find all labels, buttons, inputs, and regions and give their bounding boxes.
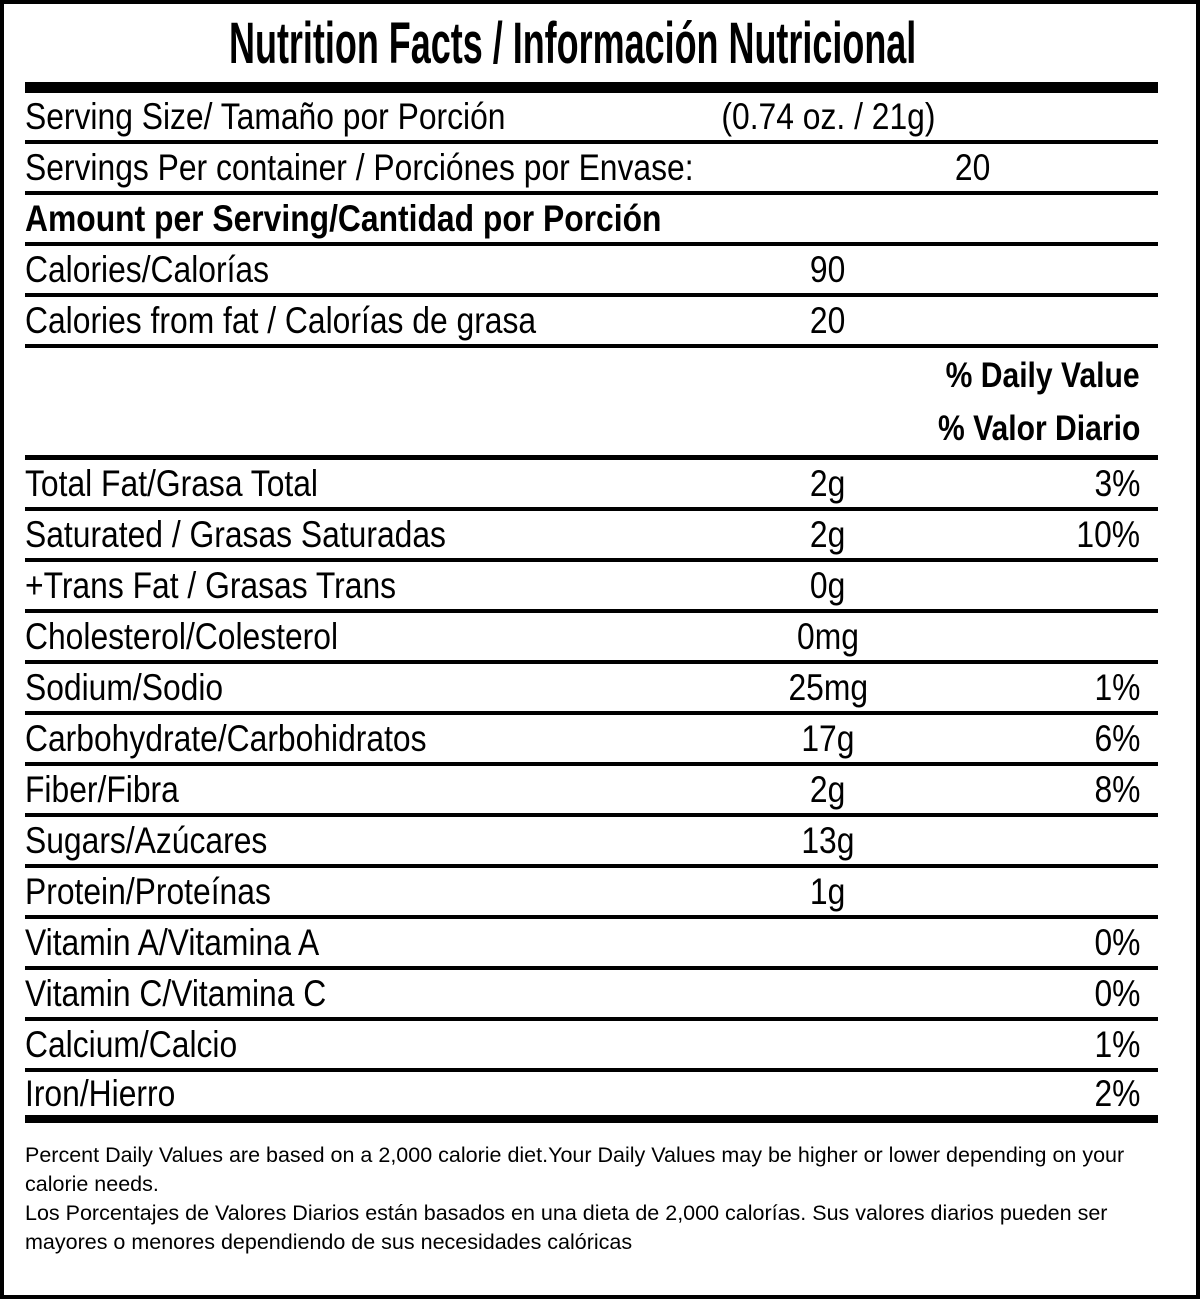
nutrient-percent: 2% xyxy=(1094,1072,1140,1114)
calories-label: Calories/Calorías xyxy=(25,248,270,290)
calories-row xyxy=(25,246,1158,297)
nutrient-label: Vitamin C/Vitamina C xyxy=(25,972,327,1014)
serving-size-label: Serving Size/ Tamaño por Porción xyxy=(25,95,506,137)
footnote-english: Percent Daily Values are based on a 2,000 calorie diet.Your Daily Values may be higher or lower depending on your calorie needs. xyxy=(25,1143,1125,1196)
nutrient-row-sugars xyxy=(25,817,1158,868)
servings-per-container-row xyxy=(25,144,1158,195)
nutrient-row-carbohydrate xyxy=(25,715,1158,766)
nutrient-label: Iron/Hierro xyxy=(25,1072,176,1114)
serving-size-value: (0.74 oz. / 21g) xyxy=(720,95,936,137)
serving-size-value-cell xyxy=(658,96,998,138)
nutrient-row-vitamin-c xyxy=(25,970,1158,1021)
serving-size-row xyxy=(25,93,1158,144)
nutrient-row-fiber xyxy=(25,766,1158,817)
daily-value-header-es-row xyxy=(25,403,1158,460)
label-title-row xyxy=(25,4,1158,82)
nutrient-row-trans-fat xyxy=(25,562,1158,613)
nutrient-row-sodium xyxy=(25,664,1158,715)
nutrient-label: Sugars/Azúcares xyxy=(25,819,268,861)
serving-size-label-cell xyxy=(25,96,658,138)
label-title: Nutrition Facts / Información Nutricional xyxy=(229,10,917,76)
nutrient-label: Protein/Proteínas xyxy=(25,870,271,912)
nutrient-label: Vitamin A/Vitamina A xyxy=(25,921,320,963)
nutrient-label: Carbohydrate/Carbohidratos xyxy=(25,717,427,759)
nutrient-row-calcium xyxy=(25,1021,1158,1072)
nutrient-amount: 2g xyxy=(810,462,846,504)
nutrient-percent: 1% xyxy=(1094,666,1140,708)
servings-per-container-value: 20 xyxy=(954,146,991,188)
daily-value-header-es: % Valor Diario xyxy=(937,409,1140,448)
nutrient-percent: 8% xyxy=(1094,768,1140,810)
calories-from-fat-label: Calories from fat / Calorías de grasa xyxy=(25,299,537,341)
nutrient-row-vitamin-a xyxy=(25,919,1158,970)
footnote-spanish: Los Porcentajes de Valores Diarios están basados en una dieta de 2,000 calorías. Sus valores diarios pueden ser mayores o menores dependiendo de sus necesidades calóricas xyxy=(25,1201,1108,1254)
nutrient-label: Sodium/Sodio xyxy=(25,666,224,708)
amount-per-serving-header: Amount per Serving/Cantidad por Porción xyxy=(25,197,662,239)
nutrient-row-protein xyxy=(25,868,1158,919)
footnote-section xyxy=(25,1123,1158,1257)
nutrient-percent: 3% xyxy=(1094,462,1140,504)
nutrient-label: +Trans Fat / Grasas Trans xyxy=(25,564,397,606)
nutrient-label: Fiber/Fibra xyxy=(25,768,179,810)
nutrient-amount: 0g xyxy=(810,564,846,606)
nutrient-row-iron xyxy=(25,1072,1158,1123)
servings-per-container-label: Servings Per container / Porciónes por Envase: xyxy=(25,146,694,188)
nutrient-amount: 17g xyxy=(801,717,855,759)
nutrient-label: Saturated / Grasas Saturadas xyxy=(25,513,446,555)
calories-value: 90 xyxy=(810,248,846,290)
nutrient-amount: 0mg xyxy=(797,615,859,657)
nutrient-label: Cholesterol/Colesterol xyxy=(25,615,339,657)
nutrient-amount: 1g xyxy=(810,870,846,912)
calories-from-fat-value: 20 xyxy=(810,299,846,341)
nutrient-label: Total Fat/Grasa Total xyxy=(25,462,319,504)
nutrient-amount: 2g xyxy=(810,768,846,810)
daily-value-header-en-row xyxy=(25,348,1158,403)
nutrient-row-total-fat xyxy=(25,460,1158,511)
daily-value-header-en: % Daily Value xyxy=(945,355,1140,395)
nutrient-amount: 25mg xyxy=(788,666,868,708)
nutrient-amount: 13g xyxy=(801,819,855,861)
nutrient-percent: 0% xyxy=(1094,921,1140,963)
nutrient-percent: 10% xyxy=(1076,513,1140,555)
amount-per-serving-header-row xyxy=(25,195,1158,246)
nutrient-percent: 0% xyxy=(1094,972,1140,1014)
title-divider-bar xyxy=(25,82,1158,93)
nutrient-row-saturated-fat xyxy=(25,511,1158,562)
nutrient-label: Calcium/Calcio xyxy=(25,1023,238,1065)
calories-from-fat-row xyxy=(25,297,1158,348)
nutrient-amount: 2g xyxy=(810,513,846,555)
nutrient-percent: 6% xyxy=(1094,717,1140,759)
nutrient-row-cholesterol xyxy=(25,613,1158,664)
nutrient-percent: 1% xyxy=(1094,1023,1140,1065)
